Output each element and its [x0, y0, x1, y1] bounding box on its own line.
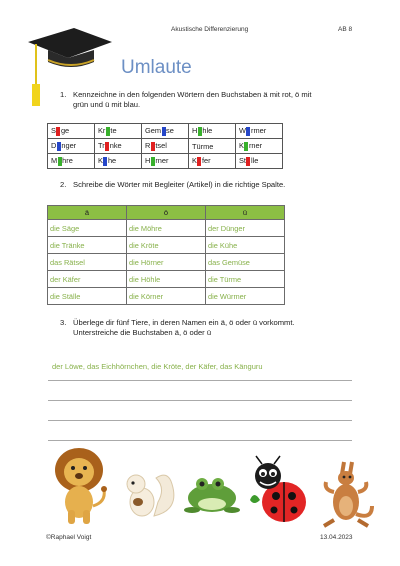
kangaroo-illustration — [316, 458, 374, 530]
red-marker — [56, 127, 60, 136]
word-cell[interactable]: Türme — [189, 139, 236, 154]
answer-cell[interactable]: der Dünger — [206, 220, 285, 237]
task-1-number: 1. — [60, 90, 67, 99]
table-row — [48, 254, 285, 271]
writing-line[interactable] — [48, 420, 352, 421]
word-cell[interactable]: D nger — [48, 139, 95, 154]
task-1-text: Kennzeichne in den folgenden Wörtern den Buchstaben ä mit rot, ö mit grün und ü mit blau. — [73, 90, 312, 109]
blue-marker — [103, 157, 107, 166]
table-row — [48, 271, 285, 288]
task-3 — [60, 318, 350, 340]
blue-marker — [246, 127, 250, 136]
task-1 — [60, 90, 330, 112]
page-title: Umlaute — [121, 57, 192, 78]
task-3-answer[interactable]: der Löwe, das Eichhörnchen, die Kröte, der Käfer, das Känguru — [52, 362, 263, 371]
squirrel-illustration — [118, 466, 178, 522]
red-marker — [105, 142, 109, 151]
word-cell[interactable]: W rmer — [236, 124, 283, 139]
word-cell[interactable]: K rner — [236, 139, 283, 154]
umlaut-marking-table — [47, 123, 283, 169]
table-header-row — [48, 206, 285, 220]
answer-cell[interactable]: die Kühe — [206, 237, 285, 254]
answer-cell[interactable]: die Säge — [48, 220, 127, 237]
answer-cell[interactable]: die Hörner — [127, 254, 206, 271]
footer-date: 13.04.2023 — [320, 534, 353, 541]
column-header-ue: ü — [206, 206, 285, 220]
task-2 — [60, 180, 340, 192]
word-cell[interactable]: H rner — [142, 154, 189, 169]
column-header-ae: ä — [48, 206, 127, 220]
table-row — [48, 220, 285, 237]
writing-line[interactable] — [48, 380, 352, 381]
frog-illustration — [182, 470, 240, 516]
answer-cell[interactable]: die Würmer — [206, 288, 285, 305]
answer-cell[interactable]: das Gemüse — [206, 254, 285, 271]
sorting-table — [47, 205, 285, 305]
word-cell[interactable]: K he — [95, 154, 142, 169]
header-title: Akustische Differenzierung — [171, 26, 249, 33]
task-3-line-2: Unterstreiche die Buchstaben ä, ö oder ü — [73, 328, 212, 337]
word-cell[interactable]: Kr te — [95, 124, 142, 139]
answer-cell[interactable]: die Körner — [127, 288, 206, 305]
red-marker — [246, 157, 250, 166]
table-row — [48, 139, 283, 154]
answer-cell[interactable]: die Tränke — [48, 237, 127, 254]
word-cell[interactable]: Gem se — [142, 124, 189, 139]
answer-cell[interactable]: der Käfer — [48, 271, 127, 288]
task-2-number: 2. — [60, 180, 67, 189]
answer-cell[interactable]: die Ställe — [48, 288, 127, 305]
answer-cell[interactable]: das Rätsel — [48, 254, 127, 271]
column-header-oe: ö — [127, 206, 206, 220]
table-row — [48, 288, 285, 305]
lion-illustration — [48, 446, 110, 526]
answer-cell[interactable]: die Möhre — [127, 220, 206, 237]
footer-author: ©Raphael Voigt — [46, 534, 92, 541]
word-cell[interactable]: Tr nke — [95, 139, 142, 154]
writing-line[interactable] — [48, 400, 352, 401]
writing-line[interactable] — [48, 440, 352, 441]
table-row — [48, 154, 283, 169]
word-cell[interactable]: St lle — [236, 154, 283, 169]
header-code: AB 8 — [338, 26, 353, 33]
green-marker — [244, 142, 248, 151]
answer-cell[interactable]: die Türme — [206, 271, 285, 288]
word-cell[interactable]: H hle — [189, 124, 236, 139]
word-cell[interactable]: S ge — [48, 124, 95, 139]
word-cell[interactable]: M hre — [48, 154, 95, 169]
blue-marker — [162, 127, 166, 136]
task-2-text: Schreibe die Wörter mit Begleiter (Artikel) in die richtige Spalte. — [73, 180, 286, 189]
table-row — [48, 124, 283, 139]
word-cell[interactable]: K fer — [189, 154, 236, 169]
answer-cell[interactable]: die Höhle — [127, 271, 206, 288]
red-marker — [197, 157, 201, 166]
task-3-line-1: Überlege dir fünf Tiere, in deren Namen ein ä, ö oder ü vorkommt. — [73, 318, 295, 327]
task-3-number: 3. — [60, 318, 67, 327]
ladybug-illustration — [246, 454, 312, 526]
answer-cell[interactable]: die Kröte — [127, 237, 206, 254]
word-cell[interactable]: R tsel — [142, 139, 189, 154]
table-row — [48, 237, 285, 254]
